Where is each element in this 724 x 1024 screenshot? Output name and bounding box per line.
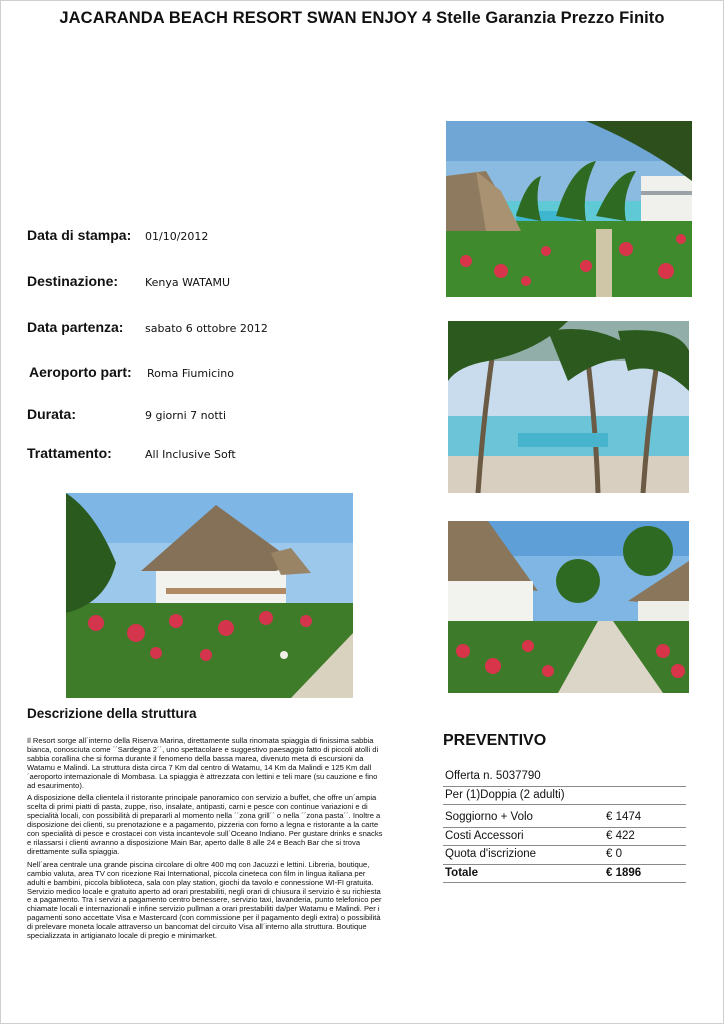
resort-pathway-photo [448, 521, 689, 693]
print-date-label: Data di stampa: [27, 227, 132, 243]
quote-table [443, 768, 686, 883]
quote-item-value: € 1474 [606, 811, 642, 823]
quote-offer-row [443, 768, 686, 787]
description-paragraph: Nell´area centrale una grande piscina circolare di oltre 400 mq con Jacuzzi e lettini. Libreria, boutique, cambio valuta, area TV con ricezione Rai International, piccola cineteca con film in lingua italiana per adulti e bambini, piccola biblioteca, sala con play station, giochi da tavolo e connessione WI-FI gratuita. Servizio medico locale e gratuito aperto ad orari prestabiliti, negli orari di chiusura il servizio è su richiesta e a pagamento. Tra i servizi a pagamento centro benessere, servizio taxi, lavanderia, punto telefonico per chiamate locali e internazionali e infine servizio pullman a orari prestabiliti da/per Watamu e Malindi. Per i pagamenti sono accettate Visa e Mastercard (con commissione per il pagamento degli extra) o possibilità di prelevare moneta locale attraverso un bancomat del circuito Visa all´interno alla struttura. Boutique specializzata in artigianato locale di pregio e minimarket. [27, 859, 382, 941]
duration-label: Durata: [27, 406, 77, 422]
quote-item-row [443, 846, 686, 865]
quote-total-value: € 1896 [606, 866, 642, 879]
description-text [27, 737, 383, 945]
quote-item-label: Costi Accessori [445, 829, 524, 842]
departure-date-label: Data partenza: [27, 319, 124, 335]
room-description: Per (1)Doppia (2 adulti) [445, 788, 565, 801]
duration-value: 9 giorni 7 notti [145, 409, 226, 422]
quote-total-row [443, 865, 686, 884]
quote-item-row [443, 809, 686, 828]
resort-garden-photo [446, 121, 692, 297]
description-paragraph: Il Resort sorge all´interno della Riserva Marina, direttamente sulla rinomata spiaggia di finissima sabbia bianca, conosciuta come ´´Sardegna 2´´, uno spettacolare e suggestivo paesaggio fatto di piccoli atolli di sabbia corallina che si forma durante il fenomeno della bassa marea, divenuto meta di escursioni da Watamu e Malindi. La struttura dista circa 7 Km dal centro di Watamu, 14 Km da Malindi e 125 Km dall´aeroporto internazionale di Mombasa. La spiaggia è attrezzata con lettini e teli mare (su cauzione e fino ad esaurimento). [27, 736, 379, 790]
departure-airport-label: Aeroporto part: [29, 364, 132, 380]
quote-item-label: Soggiorno + Volo [445, 811, 533, 823]
quote-total-label: Totale [445, 866, 479, 879]
quote-room-row [443, 787, 686, 806]
quote-item-row [443, 828, 686, 847]
resort-bungalow-photo [66, 493, 353, 698]
destination-label: Destinazione: [27, 273, 119, 289]
resort-pool-palms-photo [448, 321, 689, 493]
destination-value: Kenya WATAMU [145, 276, 231, 289]
treatment-label: Trattamento: [27, 445, 112, 461]
quote-heading: PREVENTIVO [443, 732, 547, 749]
print-date-value: 01/10/2012 [145, 230, 209, 243]
quote-item-value: € 0 [606, 848, 622, 860]
offer-number: Offerta n. 5037790 [445, 770, 541, 782]
page-title: JACARANDA BEACH RESORT SWAN ENJOY 4 Stelle Garanzia Prezzo Finito [59, 9, 665, 27]
description-heading: Descrizione della struttura [27, 706, 197, 721]
description-paragraph: A disposizione della clientela il ristorante principale panoramico con servizio a buffet, che offre un´ampia scelta di primi piatti di pasta, zuppe, riso, insalate, antipasti, carni e pesce con continue variazioni e di specialità locali, con possibilità di prepararli al momento nella ´´zona grill´´ o nella ´´zona pasta´´. Inoltre a disposizione dei clienti, su prenotazione e a pagamento, pizzeria con forno a legna e ristorante a la carte con specialità di pesce e crostacei con vista incantevole sull´Oceano Indiano. Per gustare drinks e snacks e rilassarsi i clienti avranno a disposizione Main Bar, aperto dalle 8 alle 24 e Beach Bar che si trova direttamente sulla spiaggia. [27, 793, 383, 856]
treatment-value: All Inclusive Soft [145, 448, 236, 461]
departure-date-value: sabato 6 ottobre 2012 [145, 322, 268, 335]
quote-item-value: € 422 [606, 829, 635, 842]
quote-item-label: Quota d'iscrizione [445, 848, 537, 860]
departure-airport-value: Roma Fiumicino [147, 367, 234, 380]
